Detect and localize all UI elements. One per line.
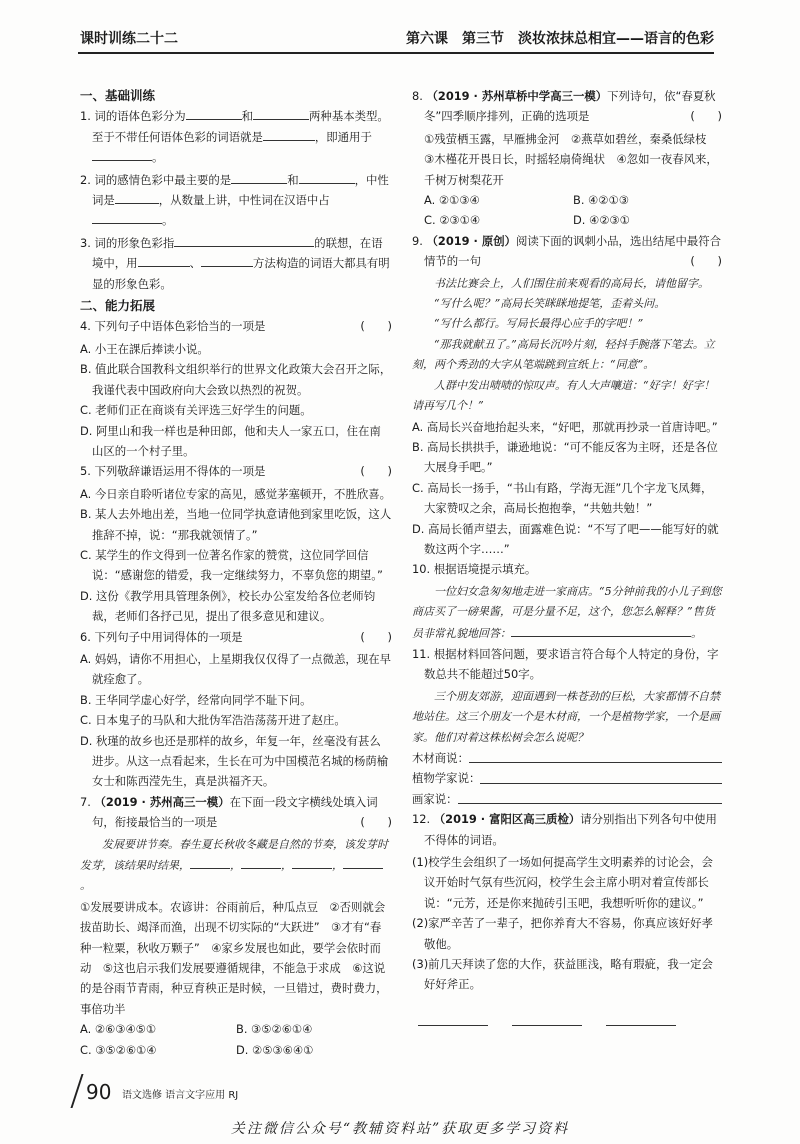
q7-sentences: ①发展要讲成本。农谚讲：谷雨前后，种瓜点豆 ②否则就会拔苗助长、竭泽而渔，出现不切实际的“大跃进” ③才有“春种一粒粟，秋收万颗子” ④家乡发展也如此，要学会依时而动 ⑤这也启示我们发展要遵循规律，不能急于求成 ⑥这说的是谷雨节青雨，种豆育秧正是时候，一旦错过，费时费力，事倍功半 (80, 899, 388, 1016)
answer-blank[interactable] (241, 855, 281, 869)
q12-sentence-3: (3)前几天拜读了您的大作，获益匪浅，略有瑕疵，我一定会好好斧正。 (412, 957, 713, 992)
question-6: 6. 下列句子中用词得体的一项是 ( ) (80, 627, 392, 647)
answer-blank[interactable] (201, 253, 253, 267)
q11-passage: 三个朋友郊游，迎面遇到一株苍劲的巨松，大家都情不自禁地站住。这三个朋友一个是木材商，一个是植物学家，一个是画家。他们对着这株松树会怎么说呢？ (412, 689, 720, 744)
answer-blank[interactable] (190, 855, 230, 869)
q4-option-a[interactable]: A. 小王在課后捧读小说。 (80, 341, 209, 356)
answer-blank[interactable] (92, 147, 152, 161)
q8-option-b[interactable]: B. ④②①③ (573, 193, 629, 208)
q5-option-a[interactable]: A. 今日亲自聆听诸位专家的高见，感觉茅塞顿开，不胜欣喜。 (80, 486, 391, 501)
q9-passage-5: 人群中发出啧啧的惊叹声。有人大声嚷道：“好字！好字！请再写几个！” (412, 378, 715, 413)
watermark-banner: 关注微信公众号“教辅资料站”获取更多学习资料 (230, 1121, 570, 1137)
answer-blank[interactable] (174, 233, 314, 247)
q7-options-row2 (80, 1040, 392, 1060)
section-ability-heading: 二、能力拓展 (80, 298, 156, 314)
q8-poems: ①残萤栖玉露，早雁拂金河 ②燕草如碧丝，秦桑低绿枝 ③木槿花开畏日长，时摇轻扇倚绳状 ④忽如一夜春风来，千树万树梨花开 (424, 131, 718, 187)
q4-option-d[interactable]: D. 阿里山和我一样也是种田郎，他和夫人一家五口，住在南山区的一个村子里。 (80, 423, 381, 458)
question-1: 1. 词的语体色彩分为 和 两种基本类型。至于不带任何语体色彩的词语就是 ，即通用于。 (80, 106, 392, 167)
q9-passage-2: “写什么呢？”高局长笑眯眯地提笔，歪着头问。 (434, 297, 666, 311)
section-basic-heading: 一、基础训练 (80, 88, 156, 103)
question-12: 12. （2019 · 富阳区高三质检）请分别指出下列各句中使用不得体的词语。 (412, 812, 717, 847)
left-column (80, 86, 392, 1060)
question-source: （2019 · 原创） (426, 233, 517, 248)
q5-option-c[interactable]: C. 某学生的作文得到一位著名作家的赞赏，这位同学回信说：“感谢您的错爱，我一定继续努力，不辜负您的期望。” (80, 547, 383, 583)
answer-line-painter[interactable]: 画家说： (412, 789, 722, 809)
question-source: （2019 · 富阳区高三质检） (433, 812, 581, 827)
answer-blank[interactable] (115, 190, 159, 204)
answer-parens[interactable]: ( ) (690, 254, 722, 269)
q6-option-a[interactable]: A. 妈妈，请你不用担心，上星期我仅仅得了一点微恙，现在早就痊愈了。 (80, 651, 391, 687)
answer-blank[interactable] (186, 106, 242, 120)
question-11: 11. 根据材料回答问题，要求语言符合每个人特定的身份，字数总共不能超过50字。 (412, 646, 719, 682)
answer-blank[interactable] (418, 1013, 488, 1026)
question-5: 5. 下列敬辞谦语运用不得体的一项是 ( ) (80, 461, 392, 481)
q9-option-b[interactable]: B. 高局长拱拱手，谦逊地说：“可不能反客为主呀，还是各位大展身手吧。” (412, 439, 718, 475)
q12-sentence-1: (1)校学生会组织了一场如何提高学生文明素养的讨论会，会议开始时气氛有些沉闷，校学生会主席小明对着宣传部长说：“元芳，还是你来抛砖引玉吧，我想听听你的建议。” (412, 855, 713, 910)
answer-parens[interactable]: ( ) (360, 464, 392, 479)
chapter-title: 第六课 第三节 淡妆浓抹总相宜——语言的色彩 (406, 31, 714, 47)
q5-option-d[interactable]: D. 这份《教学用具管理条例》，校长办公室发给各位老师钧裁，老师们各抒己见，提出了很多意见和建议。 (80, 588, 376, 624)
q9-option-d[interactable]: D. 高局长循声望去，面露难色说：“不写了吧——能写好的就数这两个字……” (412, 521, 719, 556)
q7-option-d[interactable]: D. ②⑤③⑥④① (236, 1042, 314, 1057)
question-7: 7. （2019 · 苏州高三一模）在下面一段文字横线处填入词句，衔接最恰当的一项是 ( ) (80, 792, 392, 833)
q8-option-c[interactable]: C. ②③①④ (424, 213, 481, 228)
q10-passage: 一位妇女急匆匆地走进一家商店。“5分钟前我的小儿子到您商店买了一磅果酱，可是分量不足，这个，您怎么解释？”售货员非常礼貌地回答： 。 (412, 584, 722, 640)
q6-option-d[interactable]: D. 秋瑾的故乡也还是那样的故乡，年复一年，丝毫没有甚么进步。从这一点看起来，生长在可为中国模范名城的杨荫榆女士和陈西滢先生，真是洪福齐天。 (80, 733, 389, 789)
answer-parens[interactable]: ( ) (360, 629, 392, 644)
q5-option-b[interactable]: B. 某人去外地出差，当地一位同学执意请他到家里吃饭，这人推辞不掉，说：“那我就领情了。” (80, 507, 392, 542)
answer-blank[interactable] (292, 855, 332, 869)
q9-passage-4: “那我就献丑了。”高局长沉吟片刻，轻抖手腕落下笔去。立刻，两个秀劲的大字从笔端跳到宣纸上：“同意”。 (412, 337, 715, 372)
answer-blank[interactable] (253, 106, 309, 120)
answer-blank[interactable] (606, 1013, 676, 1026)
question-8: 8. （2019 · 苏州草桥中学高三一模）下列诗句，依“春夏秋冬”四季顺序排列，正确的选项是 ( ) (412, 86, 722, 127)
answer-blank[interactable] (512, 1013, 582, 1026)
question-3: 3. 词的形象色彩指 的联想，在语境中，用 、 方法构造的词语大都具有明显的形象色彩。 (80, 233, 392, 294)
answer-parens[interactable]: ( ) (690, 109, 722, 124)
lesson-title: 课时训练二十二 (80, 31, 178, 47)
q8-options-row2 (412, 210, 722, 230)
question-9: 9. （2019 · 原创）阅读下面的讽刺小品，选出结尾中最符合情节的一句 ( ) (412, 231, 722, 272)
answer-blank[interactable] (299, 170, 355, 184)
course-label: 语文选修 语言文字应用 RJ (122, 1090, 239, 1101)
q12-answer-blanks (412, 1013, 722, 1026)
q6-option-b[interactable]: B. 王华同学虚心好学，经常向同学不耻下问。 (80, 692, 312, 707)
answer-blank[interactable] (511, 623, 691, 637)
q8-options-row1 (412, 190, 722, 210)
question-4: 4. 下列句子中语体色彩恰当的一项是 ( ) (80, 316, 392, 336)
answer-blank[interactable] (343, 855, 383, 869)
answer-parens[interactable]: ( ) (360, 815, 392, 830)
q4-option-c[interactable]: C. 老师们正在商谈有关评选三好学生的问题。 (80, 403, 312, 418)
q9-option-c[interactable]: C. 高局长一扬手，“书山有路，学海无涯”几个字龙飞凤舞，大家赞叹之余，高局长抱抱拳，“共勉共勉！” (412, 480, 713, 516)
q7-option-b[interactable]: B. ③⑤②⑥①④ (236, 1022, 313, 1037)
q9-option-a[interactable]: A. 高局长兴奋地抬起头来，“好吧，那就再抄录一首唐诗吧。” (412, 419, 718, 434)
question-source: （2019 · 苏州草桥中学高三一模） (426, 89, 608, 103)
page-number: 90 (86, 1080, 112, 1104)
answer-line-botanist[interactable]: 植物学家说： (412, 768, 722, 788)
q8-option-d[interactable]: D. ④②③① (573, 213, 630, 228)
right-column (412, 86, 722, 1026)
answer-blank[interactable] (92, 210, 162, 224)
question-10: 10. 根据语境提示填充。 (412, 562, 537, 577)
q9-passage-3: “写什么都行。写局长最得心应手的字吧！” (434, 317, 644, 331)
answer-parens[interactable]: ( ) (360, 319, 392, 334)
answer-blank[interactable] (263, 127, 315, 141)
q8-option-a[interactable]: A. ②①③④ (424, 193, 480, 208)
answer-blank[interactable] (231, 170, 287, 184)
q7-option-c[interactable]: C. ③⑤②⑥①④ (80, 1042, 157, 1057)
answer-line-merchant[interactable]: 木材商说： (412, 748, 722, 768)
q12-sentence-2: (2)家严辛苦了一辈子，把你养育大不容易，你真应该好好孝敬他。 (412, 916, 713, 951)
q4-option-b[interactable]: B. 值此联合国教科文组织举行的世界文化政策大会召开之际，我谨代表中国政府向大会致以热烈的祝贺。 (80, 362, 392, 397)
question-source: （2019 · 苏州高三一模） (94, 794, 230, 809)
question-2: 2. 词的感情色彩中最主要的是 和 ，中性词是 ，从数量上讲，中性词在汉语中占。 (80, 170, 392, 231)
q9-passage-1: 书法比赛会上，人们围住前来观看的高局长，请他留字。 (434, 276, 709, 290)
page-header (78, 28, 714, 54)
q7-option-a[interactable]: A. ②⑥③④⑤① (80, 1022, 157, 1037)
q6-option-c[interactable]: C. 日本鬼子的马队和大批伪军浩浩荡荡开进了赵庄。 (80, 713, 346, 728)
q7-options-row1 (80, 1019, 392, 1039)
answer-blank[interactable] (138, 253, 190, 267)
q7-passage: 发展要讲节奏。春生夏长秋收冬藏是自然的节奏，该发芽时发芽，该结果时结果， ， ， ，。 (80, 837, 388, 893)
